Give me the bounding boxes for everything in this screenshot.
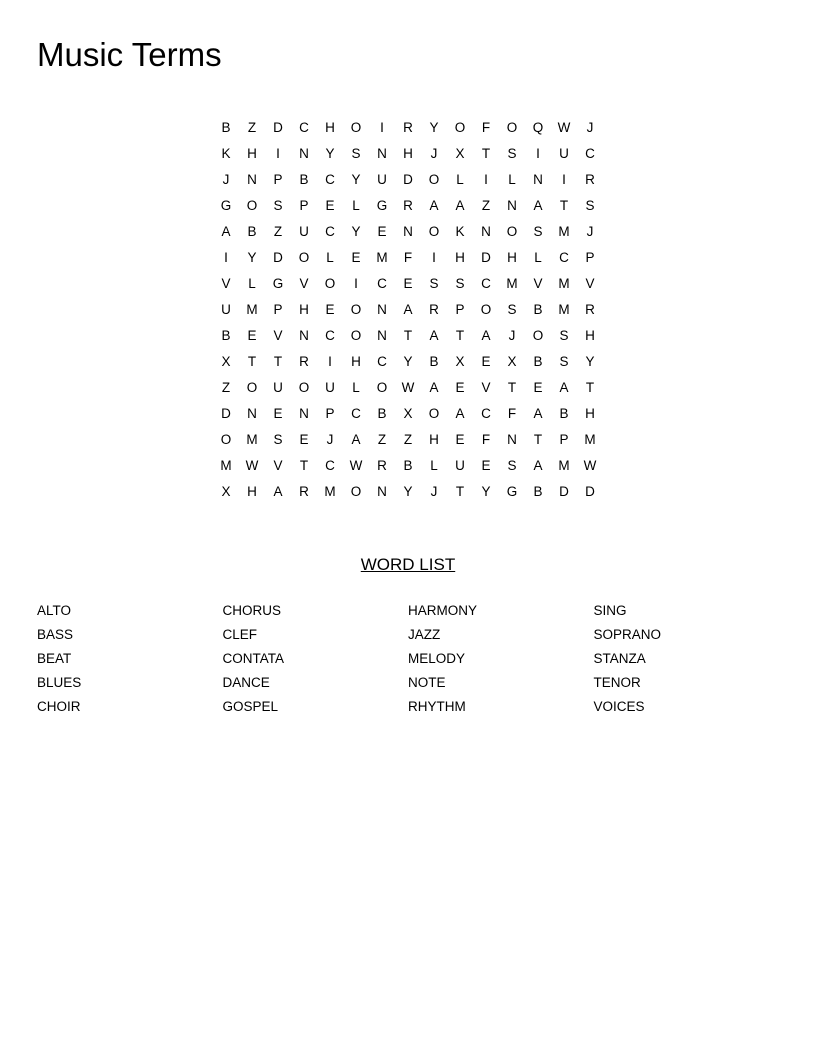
grid-letter: I: [354, 276, 358, 291]
grid-row: [213, 115, 603, 141]
word-list-item: VOICES: [593, 699, 645, 714]
grid-letter: L: [326, 250, 334, 265]
grid-letter: U: [455, 458, 465, 473]
grid-letter: B: [221, 328, 231, 343]
grid-letter: Y: [481, 484, 491, 499]
grid-letter: O: [480, 302, 492, 317]
grid-letter: J: [222, 172, 230, 187]
grid-row: [213, 297, 603, 323]
grid-letter: T: [585, 380, 595, 395]
grid-row: [213, 349, 603, 375]
word-list-item: CONTATA: [222, 651, 284, 666]
grid-letter: O: [350, 302, 362, 317]
grid-letter: M: [558, 302, 570, 317]
grid-letter: B: [299, 172, 309, 187]
grid-letter: Z: [377, 432, 387, 447]
grid-letter: E: [325, 302, 335, 317]
grid-letter: S: [273, 198, 283, 213]
grid-row: [213, 167, 603, 193]
word-list-item: STANZA: [593, 651, 646, 666]
grid-letter: B: [429, 354, 439, 369]
grid-letter: S: [273, 432, 283, 447]
grid-letter: R: [429, 302, 439, 317]
grid-letter: A: [429, 380, 439, 395]
grid-letter: K: [455, 224, 465, 239]
grid-letter: N: [299, 146, 309, 161]
grid-letter: D: [273, 120, 283, 135]
grid-letter: S: [559, 354, 569, 369]
grid-letter: V: [481, 380, 491, 395]
grid-letter: O: [506, 120, 518, 135]
grid-letter: L: [352, 380, 360, 395]
word-list-item: SOPRANO: [593, 627, 662, 642]
grid-letter: U: [559, 146, 569, 161]
grid-letter: L: [248, 276, 256, 291]
grid-letter: N: [507, 198, 517, 213]
grid-letter: I: [328, 354, 332, 369]
grid-letter: N: [533, 172, 543, 187]
grid-letter: X: [221, 354, 231, 369]
grid-letter: D: [273, 250, 283, 265]
grid-letter: O: [350, 120, 362, 135]
grid-letter: C: [325, 172, 335, 187]
grid-letter: O: [246, 380, 258, 395]
grid-letter: I: [562, 172, 566, 187]
grid-row: [213, 375, 603, 401]
page-title: Music Terms: [37, 36, 222, 73]
grid-letter: A: [533, 458, 543, 473]
grid-letter: D: [221, 406, 231, 421]
grid-letter: O: [428, 406, 440, 421]
grid-letter: C: [559, 250, 569, 265]
grid-letter: T: [559, 198, 569, 213]
grid-letter: J: [586, 224, 594, 239]
grid-letter: J: [586, 120, 594, 135]
grid-letter: W: [349, 458, 363, 473]
grid-letter: B: [559, 406, 569, 421]
grid-row: [213, 479, 603, 505]
grid-letter: M: [324, 484, 336, 499]
grid-letter: Z: [221, 380, 231, 395]
grid-letter: N: [299, 328, 309, 343]
grid-letter: U: [299, 224, 309, 239]
grid-letter: S: [455, 276, 465, 291]
grid-letter: M: [584, 432, 596, 447]
grid-letter: A: [533, 198, 543, 213]
grid-letter: W: [557, 120, 571, 135]
grid-row: [213, 323, 603, 349]
grid-letter: O: [298, 380, 310, 395]
grid-row: [213, 245, 603, 271]
grid-letter: U: [377, 172, 387, 187]
grid-letter: P: [273, 172, 283, 187]
grid-letter: C: [481, 276, 491, 291]
word-list-heading: WORD LIST: [360, 555, 456, 574]
grid-letter: O: [428, 224, 440, 239]
grid-letter: G: [272, 276, 284, 291]
grid-row: [213, 141, 603, 167]
grid-letter: N: [377, 302, 387, 317]
grid-letter: X: [507, 354, 517, 369]
grid-letter: I: [536, 146, 540, 161]
word-list-item: DANCE: [222, 675, 270, 690]
grid-row: [213, 271, 603, 297]
grid-letter: L: [534, 250, 542, 265]
grid-letter: J: [430, 484, 438, 499]
word-list-heading-container: [0, 553, 816, 577]
grid-letter: J: [508, 328, 516, 343]
grid-letter: R: [585, 172, 595, 187]
grid-letter: G: [376, 198, 388, 213]
grid-letter: O: [428, 172, 440, 187]
grid-letter: B: [403, 458, 413, 473]
grid-letter: Y: [429, 120, 439, 135]
grid-letter: T: [299, 458, 309, 473]
grid-letter: D: [559, 484, 569, 499]
word-list: [37, 599, 779, 719]
grid-row: [213, 219, 603, 245]
grid-letter: C: [325, 328, 335, 343]
grid-letter: I: [276, 146, 280, 161]
grid-letter: L: [352, 198, 360, 213]
grid-letter: M: [246, 302, 258, 317]
grid-letter: J: [326, 432, 334, 447]
grid-letter: H: [403, 146, 413, 161]
grid-letter: Y: [351, 172, 361, 187]
grid-letter: H: [325, 120, 335, 135]
grid-letter: E: [481, 354, 491, 369]
grid-letter: K: [221, 146, 231, 161]
word-list-item: JAZZ: [408, 627, 441, 642]
grid-letter: F: [507, 406, 517, 421]
grid-letter: E: [533, 380, 543, 395]
grid-letter: O: [350, 484, 362, 499]
grid-letter: O: [298, 250, 310, 265]
grid-letter: N: [299, 406, 309, 421]
grid-letter: L: [456, 172, 464, 187]
grid-letter: L: [508, 172, 516, 187]
grid-letter: F: [481, 432, 491, 447]
word-list-item: BEAT: [37, 651, 72, 666]
grid-letter: I: [432, 250, 436, 265]
grid-letter: Z: [273, 224, 283, 239]
grid-letter: R: [377, 458, 387, 473]
grid-letter: Q: [532, 120, 544, 135]
grid-letter: Y: [351, 224, 361, 239]
grid-letter: V: [273, 328, 283, 343]
grid-letter: Y: [247, 250, 257, 265]
grid-letter: V: [299, 276, 309, 291]
grid-letter: I: [380, 120, 384, 135]
grid-letter: L: [430, 458, 438, 473]
grid-letter: X: [455, 146, 465, 161]
grid-letter: H: [585, 328, 595, 343]
grid-letter: N: [507, 432, 517, 447]
grid-letter: F: [403, 250, 413, 265]
grid-letter: P: [299, 198, 309, 213]
grid-letter: O: [324, 276, 336, 291]
grid-letter: D: [403, 172, 413, 187]
grid-letter: M: [506, 276, 518, 291]
grid-letter: Y: [403, 484, 413, 499]
grid-letter: T: [455, 328, 465, 343]
word-list-item: TENOR: [593, 675, 641, 690]
grid-letter: O: [220, 432, 232, 447]
grid-letter: Z: [247, 120, 257, 135]
grid-letter: G: [506, 484, 518, 499]
grid-letter: P: [585, 250, 595, 265]
word-list-item: MELODY: [408, 651, 466, 666]
grid-letter: T: [247, 354, 257, 369]
grid-letter: Y: [403, 354, 413, 369]
grid-letter: N: [377, 484, 387, 499]
grid-letter: H: [507, 250, 517, 265]
grid-letter: R: [403, 198, 413, 213]
grid-letter: E: [481, 458, 491, 473]
grid-letter: Y: [325, 146, 335, 161]
word-list-item: CHORUS: [222, 603, 282, 618]
grid-letter: E: [247, 328, 257, 343]
grid-letter: S: [585, 198, 595, 213]
grid-letter: V: [221, 276, 231, 291]
grid-letter: B: [247, 224, 257, 239]
grid-letter: A: [221, 224, 231, 239]
grid-letter: S: [507, 146, 517, 161]
grid-letter: X: [403, 406, 413, 421]
grid-letter: A: [429, 198, 439, 213]
grid-letter: C: [377, 354, 387, 369]
grid-letter: R: [403, 120, 413, 135]
grid-letter: M: [558, 276, 570, 291]
grid-letter: T: [507, 380, 517, 395]
grid-letter: A: [273, 484, 283, 499]
grid-letter: O: [350, 328, 362, 343]
grid-letter: E: [455, 380, 465, 395]
grid-letter: C: [585, 146, 595, 161]
grid-letter: V: [273, 458, 283, 473]
grid-letter: Z: [481, 198, 491, 213]
grid-letter: M: [220, 458, 232, 473]
grid-letter: A: [429, 328, 439, 343]
grid-letter: U: [325, 380, 335, 395]
grid-letter: C: [325, 458, 335, 473]
grid-letter: A: [559, 380, 569, 395]
word-list-item: RHYTHM: [408, 699, 466, 714]
grid-letter: D: [481, 250, 491, 265]
word-list-item: ALTO: [37, 603, 72, 618]
grid-letter: D: [585, 484, 595, 499]
word-list-item: SING: [593, 603, 627, 618]
grid-letter: A: [481, 328, 491, 343]
grid-letter: A: [403, 302, 413, 317]
grid-letter: I: [484, 172, 488, 187]
grid-letter: O: [246, 198, 258, 213]
grid-letter: N: [481, 224, 491, 239]
grid-letter: E: [455, 432, 465, 447]
grid-letter: R: [299, 354, 309, 369]
grid-letter: P: [325, 406, 335, 421]
grid-letter: A: [533, 406, 543, 421]
grid-letter: U: [221, 302, 231, 317]
grid-letter: P: [559, 432, 569, 447]
grid-letter: C: [299, 120, 309, 135]
grid-letter: N: [403, 224, 413, 239]
grid-letter: N: [377, 328, 387, 343]
grid-letter: O: [506, 224, 518, 239]
grid-letter: M: [246, 432, 258, 447]
grid-letter: B: [533, 354, 543, 369]
letter-grid: [213, 115, 603, 505]
grid-letter: S: [429, 276, 439, 291]
grid-letter: W: [401, 380, 415, 395]
grid-letter: H: [247, 146, 257, 161]
grid-letter: H: [351, 354, 361, 369]
grid-letter: N: [377, 146, 387, 161]
grid-letter: H: [299, 302, 309, 317]
word-list-item: HARMONY: [408, 603, 478, 618]
grid-letter: I: [224, 250, 228, 265]
grid-letter: C: [377, 276, 387, 291]
grid-letter: N: [247, 172, 257, 187]
grid-letter: T: [455, 484, 465, 499]
grid-row: [213, 427, 603, 453]
grid-letter: O: [376, 380, 388, 395]
grid-letter: A: [455, 198, 465, 213]
grid-letter: R: [299, 484, 309, 499]
grid-letter: X: [455, 354, 465, 369]
grid-letter: W: [583, 458, 597, 473]
grid-letter: M: [558, 224, 570, 239]
grid-letter: E: [351, 250, 361, 265]
grid-letter: T: [533, 432, 543, 447]
grid-letter: R: [585, 302, 595, 317]
grid-letter: P: [273, 302, 283, 317]
grid-letter: E: [273, 406, 283, 421]
grid-letter: H: [585, 406, 595, 421]
grid-letter: E: [403, 276, 413, 291]
grid-letter: E: [325, 198, 335, 213]
grid-letter: B: [533, 302, 543, 317]
grid-letter: S: [351, 146, 361, 161]
word-list-item: BLUES: [37, 675, 82, 690]
grid-letter: Z: [403, 432, 413, 447]
grid-letter: N: [247, 406, 257, 421]
grid-letter: E: [299, 432, 309, 447]
grid-letter: S: [533, 224, 543, 239]
grid-letter: U: [273, 380, 283, 395]
grid-letter: P: [455, 302, 465, 317]
word-list-item: CLEF: [222, 627, 258, 642]
grid-letter: Y: [585, 354, 595, 369]
grid-letter: M: [558, 458, 570, 473]
grid-letter: X: [221, 484, 231, 499]
grid-row: [213, 453, 603, 479]
grid-letter: O: [532, 328, 544, 343]
word-list-item: CHOIR: [37, 699, 81, 714]
grid-letter: V: [585, 276, 595, 291]
grid-letter: T: [403, 328, 413, 343]
grid-letter: O: [454, 120, 466, 135]
grid-letter: W: [245, 458, 259, 473]
grid-letter: A: [455, 406, 465, 421]
grid-letter: H: [247, 484, 257, 499]
grid-letter: F: [481, 120, 491, 135]
grid-letter: E: [377, 224, 387, 239]
grid-letter: J: [430, 146, 438, 161]
grid-letter: C: [325, 224, 335, 239]
grid-row: [213, 401, 603, 427]
grid-letter: H: [455, 250, 465, 265]
grid-letter: B: [377, 406, 387, 421]
grid-row: [213, 193, 603, 219]
word-list-item: NOTE: [408, 675, 446, 690]
grid-letter: B: [533, 484, 543, 499]
grid-letter: T: [273, 354, 283, 369]
grid-letter: M: [376, 250, 388, 265]
grid-letter: A: [351, 432, 361, 447]
grid-letter: S: [559, 328, 569, 343]
grid-letter: S: [507, 302, 517, 317]
grid-letter: S: [507, 458, 517, 473]
grid-letter: H: [429, 432, 439, 447]
grid-letter: C: [481, 406, 491, 421]
word-list-item: GOSPEL: [222, 699, 279, 714]
grid-letter: V: [533, 276, 543, 291]
word-list-item: BASS: [37, 627, 74, 642]
grid-letter: B: [221, 120, 231, 135]
grid-letter: T: [481, 146, 491, 161]
grid-letter: G: [220, 198, 232, 213]
grid-letter: C: [351, 406, 361, 421]
